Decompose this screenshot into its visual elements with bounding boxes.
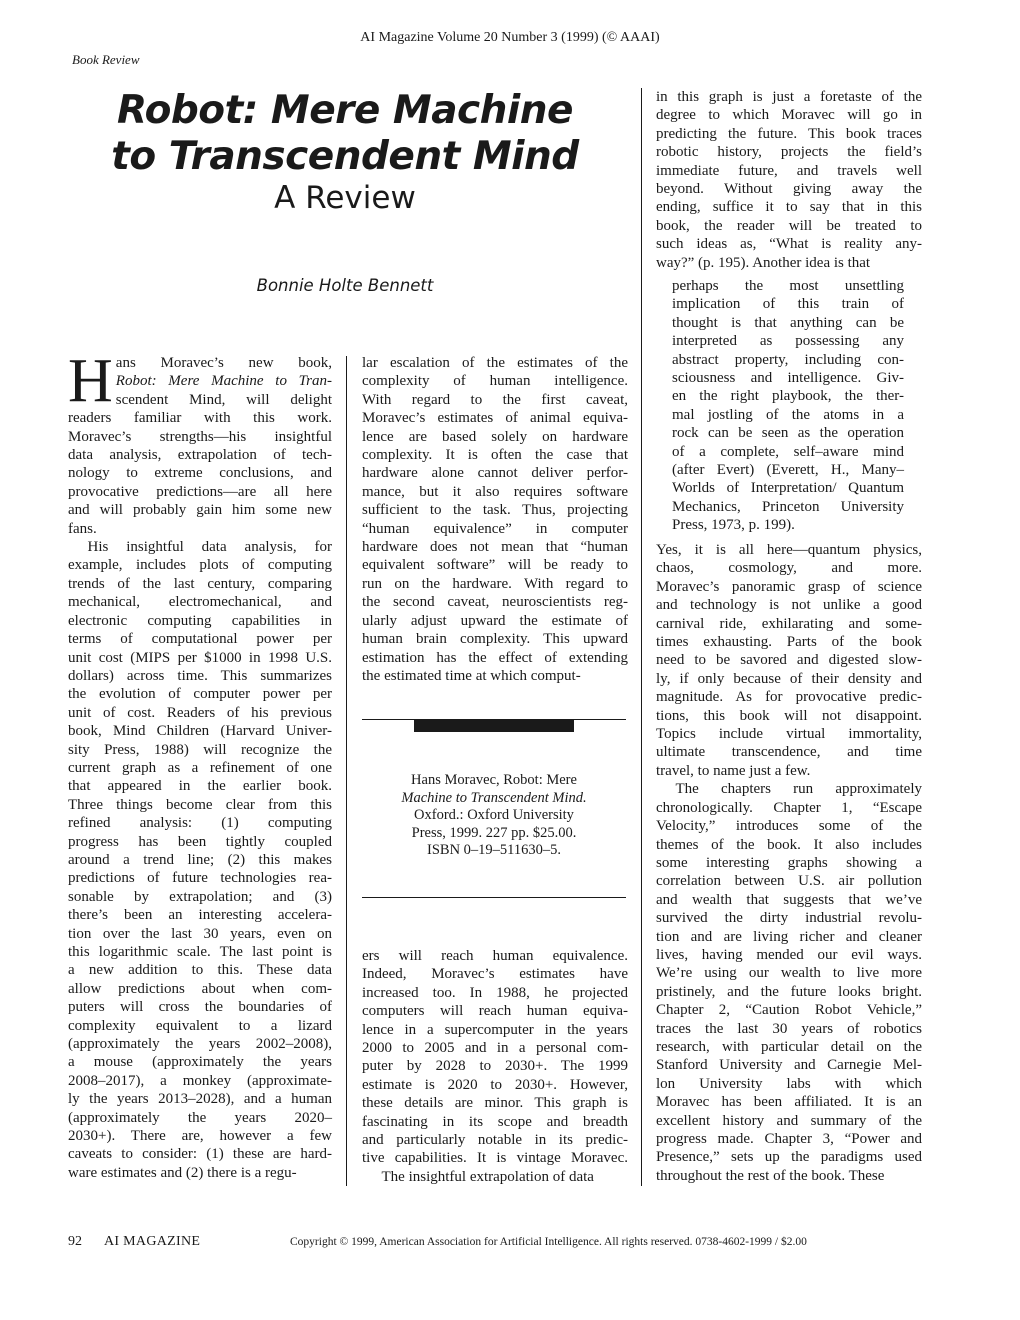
book-info-line: ISBN 0–19–511630–5.	[427, 842, 561, 858]
text-line: in this graph is just a foretaste of the	[656, 89, 922, 105]
text-line: hardware alone cannot deliver perfor-	[362, 465, 628, 482]
text-line: lon University labs with which	[656, 1075, 922, 1092]
book-info-bottom-rule	[362, 897, 626, 898]
text-line: terms of computational power per	[68, 631, 332, 648]
dropcap-line: ans Moravec’s new book,	[115, 355, 332, 371]
journal-header: AI Magazine Volume 20 Number 3 (1999) (© AAAI)	[360, 30, 660, 45]
text-line: dollars) across time. This summarizes	[68, 667, 332, 684]
text-line: tion over the last 30 years, even on	[68, 925, 332, 942]
text-line: provocative predictions—are all here	[68, 483, 332, 500]
copyright-notice: Copyright © 1999, American Association for Artificial Intelligence. All rights reserved. 0738-4602-1999 / $2.00	[290, 1236, 807, 1248]
text-line: “human equivalence” in computer	[362, 520, 628, 537]
text-line: beyond. Without giving away the	[656, 181, 922, 198]
text-line: times exhausting. Parts of the book	[656, 634, 922, 651]
text-line: lence in a supercomputer in the years	[362, 1021, 628, 1038]
text-line: traces the last 30 years of robotics	[656, 1020, 922, 1037]
text-line: The insightful extrapolation of data	[381, 1168, 594, 1185]
text-line: complexity equivalent to a lizard	[68, 1017, 332, 1034]
article-title-line-2: to Transcendent Mind	[111, 134, 579, 179]
text-line: the estimated time at which comput-	[362, 667, 581, 684]
text-line: a new addition to this. These data	[68, 962, 332, 979]
text-line: and particularly notable in its predic-	[362, 1132, 628, 1149]
text-line: Indeed, Moravec’s estimates have	[362, 966, 628, 983]
text-line: ers will reach human equivalence.	[362, 948, 628, 964]
book-info-line: Machine to Transcendent Mind.	[401, 789, 587, 806]
text-line: rock can be seen as the operation	[672, 425, 904, 442]
text-line: example, includes plots of computing	[68, 557, 332, 574]
text-line: lence are based solely on hardware	[362, 428, 628, 445]
text-line: puter by 2028 to 2030+. The 1999	[362, 1058, 628, 1075]
text-line: a mouse (approximately the years	[68, 1054, 332, 1071]
article-subtitle: A Review	[274, 180, 416, 216]
text-line: Yes, it is all here—quantum physics,	[656, 542, 922, 558]
text-line: and will probably gain him some new	[68, 502, 332, 519]
text-line: run on the hardware. With regard to	[362, 575, 628, 592]
text-line: thought is that anything can be	[672, 314, 904, 331]
text-line: ending, suffice it to say that in this	[656, 199, 922, 216]
text-line: 2008–2017), a monkey (approximate-	[68, 1072, 332, 1089]
text-line: nology to extreme conclusions, and	[68, 465, 332, 482]
text-line: Chapter 2, “Caution Robot Vehicle,”	[656, 1002, 922, 1019]
text-line: We’re using our wealth to live more	[656, 965, 922, 982]
text-line: Moravec’s panoramic grasp of science	[656, 578, 922, 595]
text-line: and wealth that suggests that we’ve	[656, 891, 922, 908]
text-line: need to be savored and digested slow-	[656, 652, 922, 669]
text-line: interpreted as possessing any	[672, 333, 904, 350]
column-1-body	[68, 409, 332, 1182]
column-divider-1	[346, 356, 347, 1186]
text-line: (after Evert) (Everett, H., Many–	[672, 462, 904, 479]
text-line: data analysis, extrapolation of tech-	[68, 447, 332, 464]
page-number: 92	[68, 1234, 82, 1249]
text-line: sity Press, 1988) will recognize the	[68, 741, 332, 758]
text-line: research, with particular detail on the	[656, 1038, 922, 1055]
text-line: there’s been an interesting accelera-	[68, 907, 332, 924]
text-line: excellent history and summary of the	[656, 1112, 922, 1129]
text-line: (approximately the years 2020–	[68, 1109, 332, 1126]
text-line: electronic computing capabilities in	[68, 612, 332, 629]
text-line: tion and are living richer and cleaner	[656, 928, 922, 945]
text-line: immediate future, and travels well	[656, 162, 922, 179]
text-line: around a trend line; (2) this makes	[68, 851, 332, 868]
text-line: predictions of future technologies rea-	[68, 870, 332, 887]
text-line: unit cost (MIPS per $1000 in 1998 U.S.	[68, 649, 332, 666]
text-line: abstract property, including con-	[672, 351, 904, 368]
text-line: travel, to name just a few.	[656, 762, 811, 779]
text-line: computers will reach human equiva-	[362, 1003, 628, 1020]
text-line: Moravec has been affiliated. It is an	[656, 1094, 922, 1111]
text-line: mal jostling of the atoms in a	[672, 406, 904, 423]
text-line: robotic history, projects the field’s	[656, 144, 922, 161]
text-line: complexity. It is often the case that	[362, 447, 628, 464]
text-line: estimate is 2020 to 2030+. However,	[362, 1076, 628, 1093]
block-quote	[672, 277, 904, 535]
text-line: ly the years 2013–2028), and a human	[68, 1091, 332, 1108]
text-line: mance, but it also requires software	[362, 483, 628, 500]
text-line: His insightful data analysis, for	[87, 539, 332, 556]
text-line: puters will cross the boundaries of	[68, 999, 332, 1016]
text-line: magnitude. As for provocative predic-	[656, 689, 922, 706]
text-line: (approximately the years 2002–2008),	[68, 1036, 332, 1053]
text-line: Stanford University and Carnegie Mel-	[656, 1057, 922, 1074]
text-line: Three things become clear from this	[68, 796, 332, 813]
text-line: fans.	[68, 520, 97, 537]
text-line: lives, having mended our evil ways.	[656, 946, 922, 963]
text-line: ularly adjust upward the estimate of	[362, 612, 628, 629]
text-line: pristinely, and the future looks bright.	[656, 983, 922, 1000]
text-line: increased too. In 1988, he projected	[362, 984, 628, 1001]
text-line: ultimate transcendence, and time	[656, 744, 922, 761]
text-line: this logarithmic scale. The last point is	[68, 944, 332, 960]
text-line: and technology is not unlike a good	[656, 597, 922, 614]
text-line: predicting the future. This book traces	[656, 125, 922, 142]
text-line: complexity of human intelligence.	[362, 373, 628, 390]
text-line: The chapters run approximately	[675, 781, 922, 798]
book-info-bar	[414, 719, 574, 732]
text-line: trends of the last century, comparing	[68, 575, 332, 592]
text-line: Topics include virtual immortality,	[656, 726, 922, 743]
text-line: survived the dirty industrial revolu-	[656, 910, 922, 927]
text-line: tions, this book will not disappoint.	[656, 707, 922, 724]
text-line: way?” (p. 195). Another idea is that	[656, 254, 871, 271]
book-info-line: Hans Moravec, Robot: Mere	[411, 772, 577, 788]
magazine-name: AI MAGAZINE	[104, 1234, 201, 1249]
column-2-top	[362, 354, 628, 685]
text-line: ly, if only because of their density and	[656, 670, 922, 687]
text-line: Mechanics, Princeton University	[672, 498, 904, 515]
book-info-line: Press, 1999. 227 pp. $25.00.	[411, 824, 577, 841]
column-1	[68, 347, 332, 1182]
text-line: that appeared in the earlier book.	[68, 778, 332, 795]
column-divider-2	[641, 88, 642, 1186]
text-line: 2000 to 2005 and in a personal com-	[362, 1040, 628, 1057]
text-line: sonable by extrapolation; and (3)	[68, 888, 332, 905]
text-line: themes of the book. It also includes	[656, 836, 922, 853]
text-line: hardware does not mean that “human	[362, 539, 628, 556]
text-line: unit of cost. Readers of his previous	[68, 704, 332, 721]
book-info-line: Oxford.: Oxford University	[414, 807, 574, 823]
text-line: lar escalation of the estimates of the	[362, 355, 628, 371]
text-line: throughout the rest of the book. These	[656, 1167, 885, 1184]
text-line: book, Mind Children (Harvard Univer-	[68, 723, 332, 740]
text-line: book, the reader will be treated to	[656, 217, 922, 234]
article-author: Bonnie Holte Bennett	[256, 276, 434, 295]
text-line: the evolution of computer power per	[68, 686, 332, 703]
text-line: 2030+). There are, however a few	[68, 1128, 332, 1145]
text-line: some interesting graphs showing a	[656, 854, 922, 871]
text-line: Moravec’s strengths—his insightful	[68, 428, 332, 445]
text-line: equivalent software” will be ready to	[362, 557, 628, 574]
column-2-bottom	[362, 947, 628, 1186]
text-line: readers familiar with this work.	[68, 410, 332, 427]
text-line: progress made. Chapter 3, “Power and	[656, 1131, 922, 1147]
text-line: With regard to the first caveat,	[362, 391, 628, 408]
text-line: progress has been tightly coupled	[68, 833, 332, 850]
text-line: chaos, cosmology, and more.	[656, 560, 922, 577]
section-label: Book Review	[72, 52, 140, 67]
article-title-line-1: Robot: Mere Machine	[116, 88, 574, 133]
dropcap-line: Robot: Mere Machine to Tran-	[115, 373, 332, 390]
text-line: Worlds of Interpretation/ Quantum	[672, 480, 904, 497]
text-line: the second caveat, neuroscientists reg-	[362, 594, 628, 611]
text-line: current graph as a refinement of one	[68, 759, 332, 776]
text-line: Velocity,” introduces some of the	[656, 818, 922, 835]
column-3-top	[656, 88, 922, 272]
text-line: such ideas as, “What is reality any-	[656, 236, 922, 253]
text-line: degree to which Moravec will go in	[656, 107, 922, 124]
text-line: perhaps the most unsettling	[672, 278, 904, 294]
text-line: sufficient to the task. Thus, projecting	[362, 502, 628, 519]
text-line: en the right playbook, the ther-	[672, 388, 904, 405]
text-line: allow predictions about when com-	[68, 980, 332, 997]
text-line: ware estimates and (2) there is a regu-	[68, 1164, 297, 1181]
column-3-bottom	[656, 541, 922, 1185]
text-line: refined analysis: (1) computing	[68, 815, 332, 832]
text-line: carnival ride, exhilarating and some-	[656, 615, 922, 632]
text-line: human brain complexity. This upward	[362, 631, 628, 648]
text-line: sciousness and intelligence. Giv-	[672, 370, 904, 387]
text-line: fascinating in its scope and breadth	[362, 1113, 628, 1130]
text-line: correlation between U.S. air pollution	[656, 873, 922, 890]
text-line: estimation has the effect of extending	[362, 649, 628, 666]
text-line: Presence,” sets up the paradigms used	[656, 1149, 922, 1166]
text-line: of a complete, self–aware mind	[672, 443, 904, 460]
text-line: tive capabilities. It is vintage Moravec.	[362, 1150, 628, 1167]
book-info	[362, 772, 626, 860]
text-line: these details are minor. This graph is	[362, 1095, 628, 1112]
text-line: mechanical, electromechanical, and	[68, 594, 332, 611]
drop-cap: H	[68, 347, 113, 415]
text-line: Press, 1973, p. 199).	[672, 517, 795, 534]
text-line: implication of this train of	[672, 296, 904, 313]
dropcap-line: scendent Mind, will delight	[115, 391, 332, 408]
text-line: chronologically. Chapter 1, “Escape	[656, 799, 922, 816]
text-line: Moravec’s estimates of animal equiva-	[362, 410, 628, 427]
text-line: caveats to consider: (1) these are hard-	[68, 1146, 332, 1163]
